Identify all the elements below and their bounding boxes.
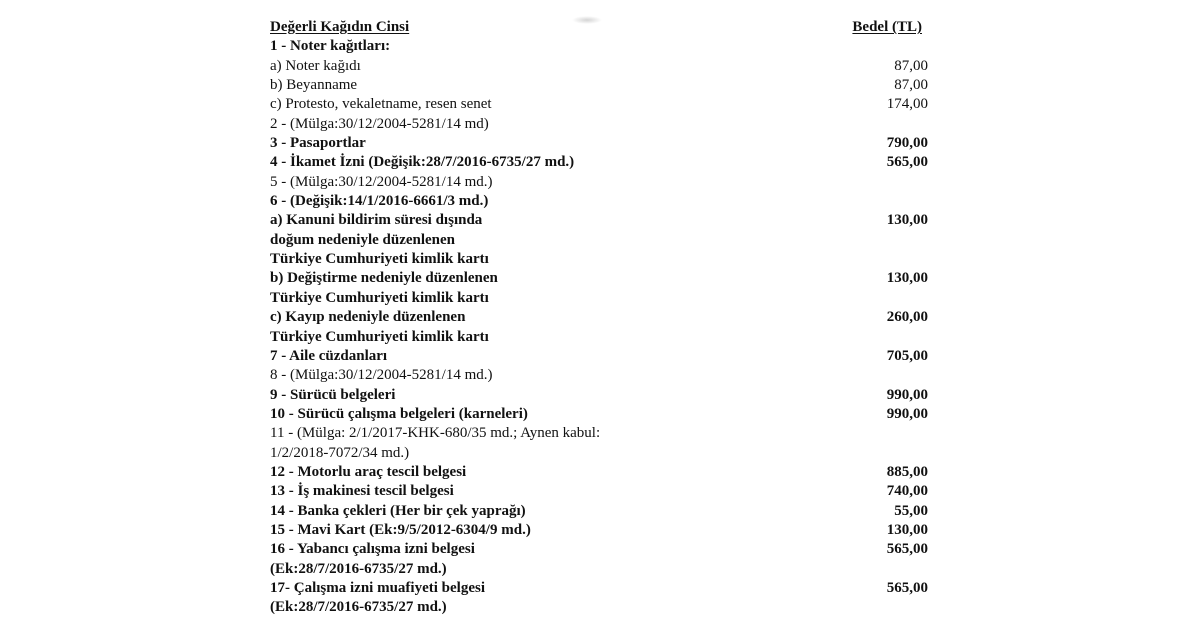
row-amount: 55,00: [894, 502, 928, 519]
fee-table: [270, 18, 940, 626]
row-label: 1/2/2018-7072/34 md.): [270, 444, 410, 461]
row-amount: 705,00: [886, 347, 928, 364]
row-label: c) Kayıp nedeniyle düzenlenen: [270, 309, 466, 326]
table-row: [270, 95, 940, 114]
row-amount: 885,00: [886, 463, 928, 480]
row-label: 12 - Motorlu araç tescil belgesi: [270, 463, 467, 480]
table-row: [270, 386, 940, 405]
table-row: [270, 366, 940, 385]
row-amount: 990,00: [886, 386, 928, 403]
table-row: [270, 211, 940, 230]
table-row: [270, 115, 940, 134]
row-label: b) Değiştirme nedeniyle düzenlenen: [270, 270, 498, 287]
table-row: [270, 57, 940, 76]
row-label: 6 - (Değişik:14/1/2016-6661/3 md.): [270, 193, 489, 210]
row-label: 13 - İş makinesi tescil belgesi: [270, 483, 454, 500]
table-body: [270, 37, 940, 617]
table-row: [270, 482, 940, 501]
row-amount: 87,00: [894, 77, 928, 94]
table-row: [270, 328, 940, 347]
row-label: 14 - Banka çekleri (Her bir çek yaprağı): [270, 502, 526, 519]
row-label: 17- Çalışma izni muafiyeti belgesi: [270, 579, 485, 596]
table-row: [270, 540, 940, 559]
row-label: doğum nedeniyle düzenlenen: [270, 231, 456, 248]
row-amount: 174,00: [886, 96, 928, 113]
row-label: 11 - (Mülga: 2/1/2017-KHK-680/35 md.; Aynen kabul:: [270, 425, 601, 442]
table-row: [270, 134, 940, 153]
table-header: [270, 18, 940, 37]
row-label: 9 - Sürücü belgeleri: [270, 386, 396, 403]
table-row: [270, 405, 940, 424]
column-header-fee: Bedel (TL): [852, 19, 922, 35]
row-amount: 260,00: [886, 309, 928, 326]
row-amount: 565,00: [886, 154, 928, 171]
table-row: [270, 153, 940, 172]
row-label: 8 - (Mülga:30/12/2004-5281/14 md.): [270, 367, 493, 384]
row-label: 2 - (Mülga:30/12/2004-5281/14 md): [270, 115, 489, 132]
table-row: [270, 347, 940, 366]
table-row: [270, 502, 940, 521]
table-row: [270, 76, 940, 95]
row-amount: 740,00: [886, 483, 928, 500]
row-label: 1 - Noter kağıtları:: [270, 38, 391, 55]
table-row: [270, 173, 940, 192]
row-label: Türkiye Cumhuriyeti kimlik kartı: [270, 328, 489, 345]
row-label: b) Beyanname: [270, 77, 358, 94]
row-label: 16 - Yabancı çalışma izni belgesi: [270, 541, 475, 558]
row-amount: 790,00: [886, 135, 928, 152]
row-amount: 130,00: [886, 270, 928, 287]
row-amount: 130,00: [886, 521, 928, 538]
row-amount: 130,00: [886, 212, 928, 229]
table-row: [270, 231, 940, 250]
table-row: [270, 37, 940, 56]
row-label: a) Noter kağıdı: [270, 57, 361, 74]
row-label: 4 - İkamet İzni (Değişik:28/7/2016-6735/27 md.): [270, 154, 575, 171]
column-header-type: Değerli Kağıdın Cinsi: [270, 19, 410, 35]
row-label: a) Kanuni bildirim süresi dışında: [270, 212, 483, 229]
table-row: [270, 463, 940, 482]
table-row: [270, 521, 940, 540]
row-amount: 565,00: [886, 579, 928, 596]
row-amount: 87,00: [894, 57, 928, 74]
row-label: 3 - Pasaportlar: [270, 135, 366, 152]
table-row: [270, 192, 940, 211]
row-label: Türkiye Cumhuriyeti kimlik kartı: [270, 289, 489, 306]
table-row: [270, 560, 940, 579]
table-row: [270, 289, 940, 308]
table-row: [270, 579, 940, 598]
table-row: [270, 308, 940, 327]
row-label: Türkiye Cumhuriyeti kimlik kartı: [270, 251, 489, 268]
row-label: 10 - Sürücü çalışma belgeleri (karneleri): [270, 405, 528, 422]
table-row: [270, 269, 940, 288]
row-amount: 565,00: [886, 541, 928, 558]
table-row: [270, 444, 940, 463]
row-label: (Ek:28/7/2016-6735/27 md.): [270, 560, 447, 577]
table-row: [270, 250, 940, 269]
row-label: (Ek:28/7/2016-6735/27 md.): [270, 599, 447, 616]
row-amount: 990,00: [886, 405, 928, 422]
table-row: [270, 598, 940, 617]
row-label: 5 - (Mülga:30/12/2004-5281/14 md.): [270, 173, 493, 190]
row-label: c) Protesto, vekaletname, resen senet: [270, 96, 492, 113]
row-label: 7 - Aile cüzdanları: [270, 347, 388, 364]
table-row: [270, 424, 940, 443]
row-label: 15 - Mavi Kart (Ek:9/5/2012-6304/9 md.): [270, 521, 531, 538]
